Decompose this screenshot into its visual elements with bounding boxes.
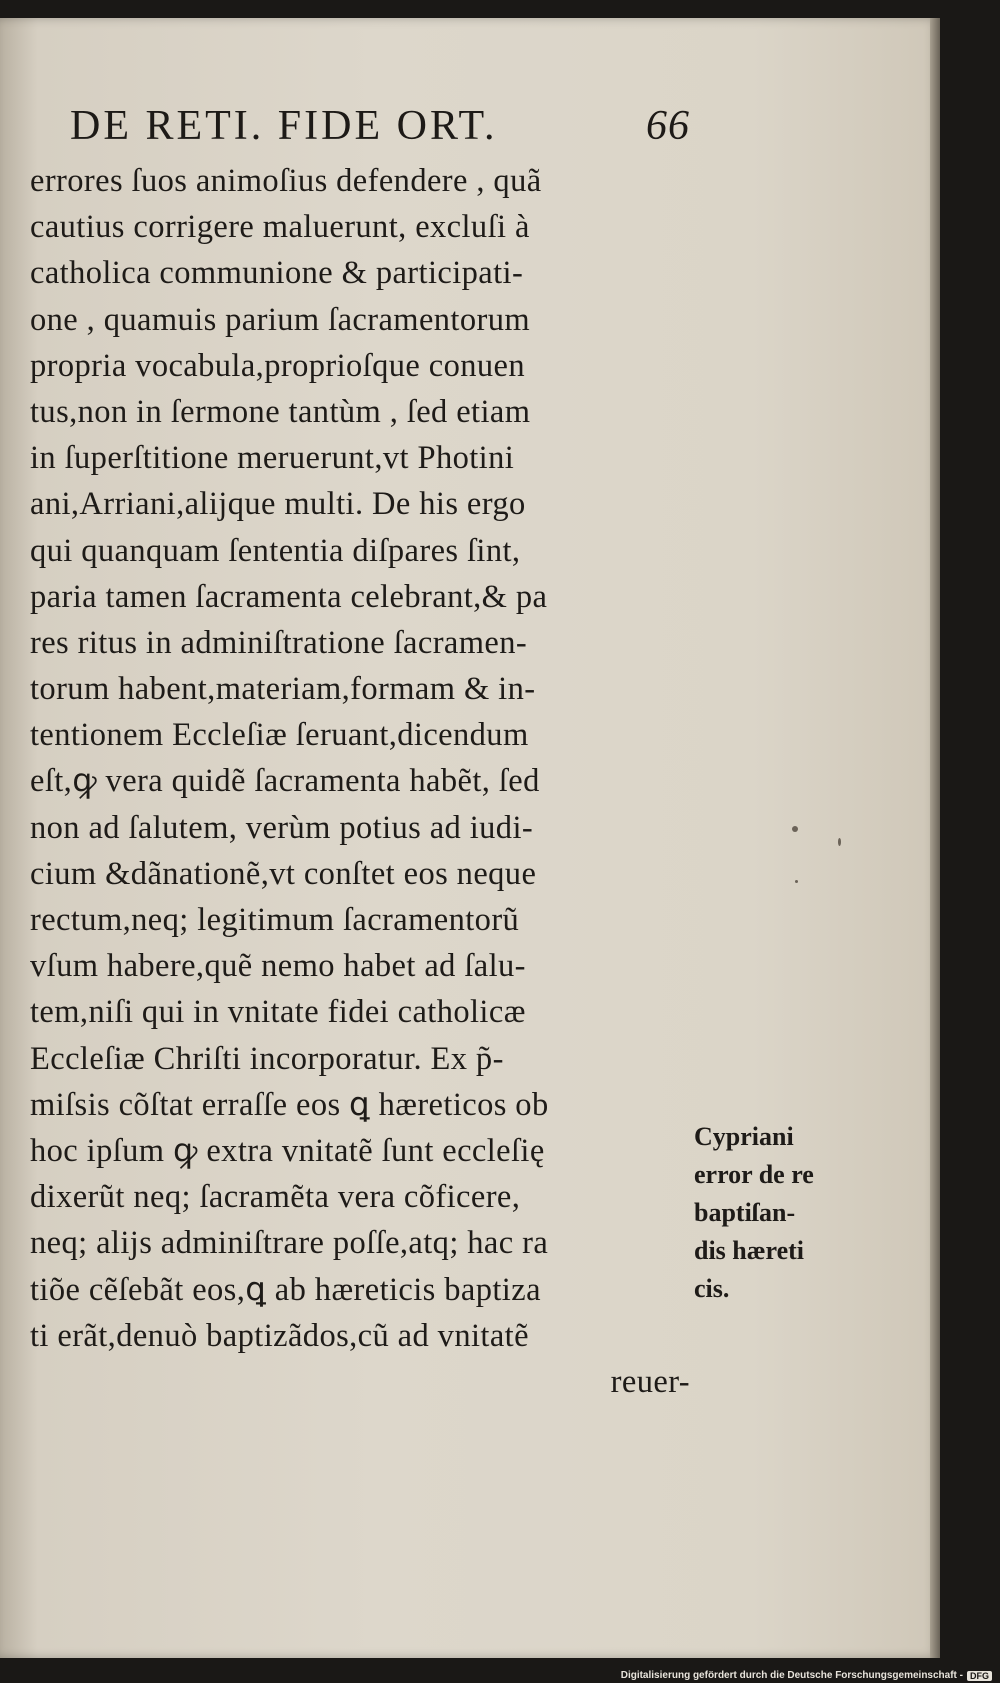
marginal-line: cis. — [694, 1274, 730, 1303]
text-line: Eccleſiæ Chriſti incorporatur. Ex p̃- — [30, 1040, 504, 1077]
text-line: errores ſuos animoſius defendere , quã — [30, 163, 542, 199]
text-line: ani,Arriani,alijque multi. De his ergo — [30, 486, 526, 523]
text-line: res ritus in adminiſtratione ſacramen- — [30, 624, 528, 661]
text-line: rectum,neq; legitimum ſacramentorũ — [30, 902, 520, 938]
text-line: dixerũt neq; ſacramẽta vera cõficere, — [30, 1179, 521, 1216]
text-line: one , quamuis parium ſacramentorum — [30, 301, 531, 338]
marginal-note — [694, 1118, 859, 1308]
text-line: qui quanquam ſententia diſpares ſint, — [30, 532, 521, 569]
digitization-credit — [621, 1670, 992, 1681]
dfg-logo: DFG — [967, 1671, 992, 1681]
text-line: torum habent,materiam,formam & in- — [30, 671, 536, 708]
text-line: vſum habere,quẽ nemo habet ad ſalu- — [30, 948, 526, 985]
text-line: tiõe cẽſebãt eos,ꝗ ab hæreticis baptiza — [30, 1271, 541, 1308]
running-header — [70, 102, 690, 150]
paper-speck — [838, 838, 841, 846]
text-line: catholica communione & participati- — [30, 255, 524, 292]
marginal-line: dis hæreti — [694, 1236, 805, 1265]
text-line: tentionem Eccleſiæ ſeruant,dicendum — [30, 717, 529, 754]
marginal-line: baptiſan- — [694, 1198, 796, 1227]
text-line: paria tamen ſacramenta celebrant,& pa — [30, 578, 548, 615]
text-line: cautius corrigere maluerunt, excluſi à — [30, 209, 530, 246]
catchword: reuer- — [610, 1363, 690, 1400]
body-text — [30, 158, 690, 1405]
credit-text: Digitalisierung gefördert durch die Deutsche Forschungsgemeinschaft - — [620, 1670, 963, 1681]
marginal-line: Cypriani — [694, 1122, 794, 1151]
paper-speck — [795, 880, 798, 883]
text-line: eſt,ꝙ vera quidẽ ſacramenta habẽt, ſed — [30, 763, 540, 800]
text-line: tem,niſi qui in vnitate fidei catholicæ — [30, 994, 526, 1031]
page-number: 66 — [646, 103, 690, 149]
text-line: miſsis cõſtat erraſſe eos ꝗ hæreticos ob — [30, 1086, 549, 1123]
marginal-line: error de re — [694, 1160, 814, 1189]
text-line: tus,non in ſermone tantùm , ſed etiam — [30, 393, 531, 430]
text-line: in ſuperſtitione meruerunt,vt Photini — [30, 440, 515, 477]
page-edge — [930, 18, 940, 1658]
running-title: DE RETI. FIDE ORT. — [70, 103, 498, 149]
text-line: cium &dãnationẽ,vt conſtet eos neque — [30, 855, 537, 892]
text-line: ti erãt,denuò baptizãdos,cũ ad vnitatẽ — [30, 1317, 529, 1354]
text-line: hoc ipſum ꝙ extra vnitatẽ ſunt eccleſię — [30, 1132, 545, 1169]
paper-speck — [792, 826, 798, 832]
book-page — [0, 18, 940, 1658]
text-line: non ad ſalutem, verùm potius ad iudi- — [30, 809, 534, 846]
text-line: neq; alijs adminiſtrare poſſe,atq; hac ra — [30, 1225, 549, 1262]
text-line: propria vocabula,proprioſque conuen — [30, 347, 526, 384]
